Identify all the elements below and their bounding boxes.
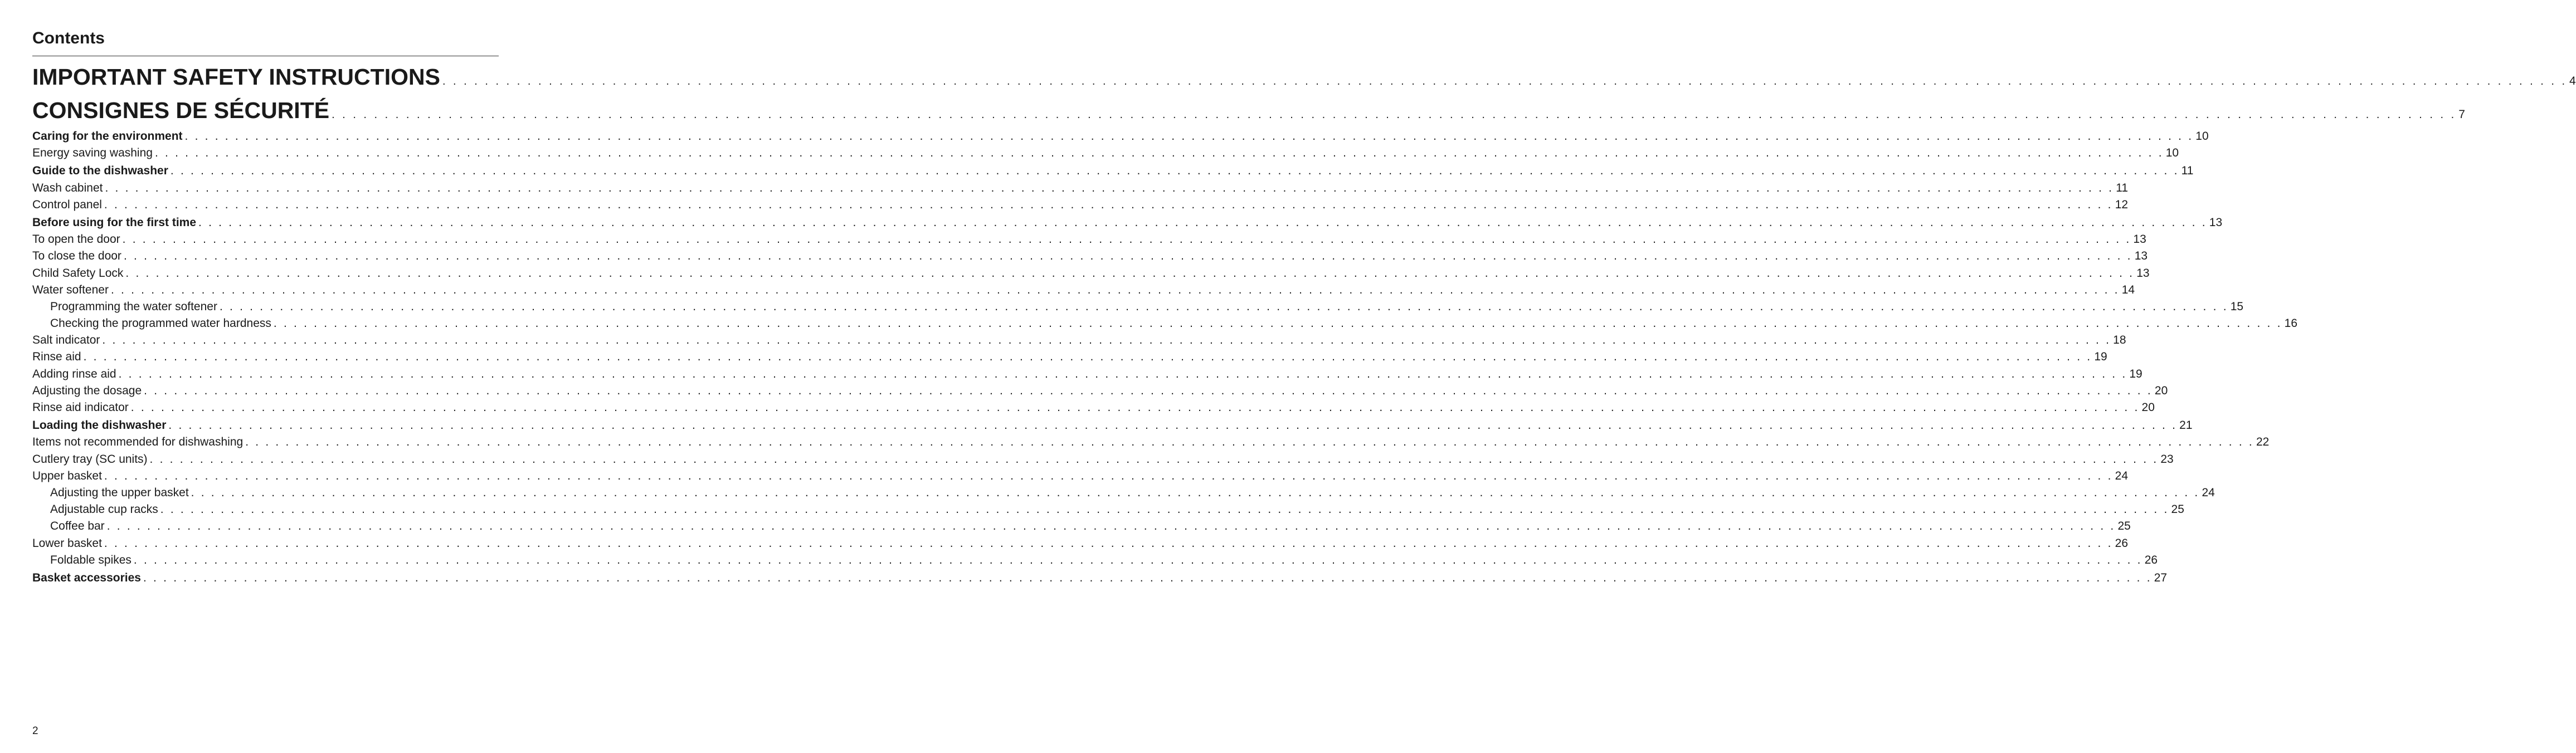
toc-entry-title: Before using for the first time — [32, 216, 197, 229]
toc-entry-title: Wash cabinet — [32, 181, 103, 194]
toc-entry-page: 12 — [2115, 198, 2129, 211]
toc-leader-dots: . . . . . . . . . . . . . . . . . . . . . . . . . . . . . . . . . . . . . . . . . . . . . . . . . . . . . . . . . . . . . . . . . . . . . . . . . . . . . . . . . . . . . . . . . . . . . . . . . . . . . . . . . . . . . . . . . . . . . . . . . . . . . . . . . . . . . . . . . . . . . . . . . . . . . . . . . . . . . . . . . . . . . . . . . . . . . . . . . . . . . . . . . . . . . . . . . . . . . . . . — [184, 130, 2194, 143]
toc-leader-dots: . . . . . . . . . . . . . . . . . . . . . . . . . . . . . . . . . . . . . . . . . . . . . . . . . . . . . . . . . . . . . . . . . . . . . . . . . . . . . . . . . . . . . . . . . . . . . . . . . . . . . . . . . . . . . . . . . . . . . . . . . . . . . . . . . . . . . . . . . . . . . . . . . . . . . . . . . . . . . . . . . . . . . . . . . . . . . . . . . . . . . . . . . . . . . . . . . . . . . . . . — [332, 109, 2457, 121]
toc-entry-title: Cutlery tray (SC units) — [32, 452, 148, 466]
page-number: 2 — [32, 725, 38, 737]
toc-entry-page: 23 — [2160, 452, 2174, 466]
toc-leader-dots: . . . . . . . . . . . . . . . . . . . . . . . . . . . . . . . . . . . . . . . . . . . . . . . . . . . . . . . . . . . . . . . . . . . . . . . . . . . . . . . . . . . . . . . . . . . . . . . . . . . . . . . . . . . . . . . . . . . . . . . . . . . . . . . . . . . . . . . . . . . . . . . . . . . . . . . . . . . . . . . . . . . . . . . . . . . . . . . . . . . . . . . . . . . . . . . . . . . . . . . . — [133, 553, 2142, 566]
toc-leader-dots: . . . . . . . . . . . . . . . . . . . . . . . . . . . . . . . . . . . . . . . . . . . . . . . . . . . . . . . . . . . . . . . . . . . . . . . . . . . . . . . . . . . . . . . . . . . . . . . . . . . . . . . . . . . . . . . . . . . . . . . . . . . . . . . . . . . . . . . . . . . . . . . . . . . . . . . . . . . . . . . . . . . . . . . . . . . . . . . . . . . . . . . . . . . . . . . . . . . . . . . . — [219, 300, 2228, 313]
toc-entry-title: Items not recommended for dishwashing — [32, 436, 244, 449]
page-title: Contents — [32, 29, 105, 47]
toc-entry-title: Control panel — [32, 198, 102, 211]
toc-entry — [32, 349, 2107, 365]
toc-entry — [32, 570, 2168, 586]
toc-entry-page: 13 — [2134, 250, 2148, 263]
toc-leader-dots: . . . . . . . . . . . . . . . . . . . . . . . . . . . . . . . . . . . . . . . . . . . . . . . . . . . . . . . . . . . . . . . . . . . . . . . . . . . . . . . . . . . . . . . . . . . . . . . . . . . . . . . . . . . . . . . . . . . . . . . . . . . . . . . . . . . . . . . . . . . . . . . . . . . . . . . . . . . . . . . . . . . . . . . . . . . . . . . . . . . . . . . . . . . . . . . . . . . . . . . . — [130, 401, 2140, 414]
toc-entry-title: Upper basket — [32, 469, 102, 482]
toc-entry — [32, 197, 2129, 213]
toc-leader-dots: . . . . . . . . . . . . . . . . . . . . . . . . . . . . . . . . . . . . . . . . . . . . . . . . . . . . . . . . . . . . . . . . . . . . . . . . . . . . . . . . . . . . . . . . . . . . . . . . . . . . . . . . . . . . . . . . . . . . . . . . . . . . . . . . . . . . . . . . . . . . . . . . . . . . . . . . . . . . . . . . . . . . . . . . . . . . . . . . . . . . . . . . . . . . . . . . . . . . . . . . — [245, 436, 2254, 449]
toc-entry-page: 26 — [2115, 536, 2129, 550]
toc-entry-page: 25 — [2117, 520, 2131, 533]
toc-entry-page: 11 — [2116, 181, 2129, 194]
toc-entry-title: Water softener — [32, 283, 109, 296]
toc-entry — [32, 468, 2129, 485]
toc-entry-title: Programming the water softener — [50, 300, 217, 313]
toc-leader-dots: . . . . . . . . . . . . . . . . . . . . . . . . . . . . . . . . . . . . . . . . . . . . . . . . . . . . . . . . . . . . . . . . . . . . . . . . . . . . . . . . . . . . . . . . . . . . . . . . . . . . . . . . . . . . . . . . . . . . . . . . . . . . . . . . . . . . . . . . . . . . . . . . . . . . . . . . . . . . . . . . . . . . . . . . . . . . . . . . . . . . . . . . . . . . . . . . . . . . . . . . — [191, 486, 2200, 499]
toc-leader-dots: . . . . . . . . . . . . . . . . . . . . . . . . . . . . . . . . . . . . . . . . . . . . . . . . . . . . . . . . . . . . . . . . . . . . . . . . . . . . . . . . . . . . . . . . . . . . . . . . . . . . . . . . . . . . . . . . . . . . . . . . . . . . . . . . . . . . . . . . . . . . . . . . . . . . . . . . . . . . . . . . . . . . . . . . . . . . . . . . . . . . . . . . . . . . . . . . . . . . . . . . — [168, 419, 2178, 432]
toc-entry-title: Guide to the dishwasher — [32, 164, 168, 178]
toc-entry-page: 20 — [2154, 384, 2168, 397]
toc-leader-dots: . . . . . . . . . . . . . . . . . . . . . . . . . . . . . . . . . . . . . . . . . . . . . . . . . . . . . . . . . . . . . . . . . . . . . . . . . . . . . . . . . . . . . . . . . . . . . . . . . . . . . . . . . . . . . . . . . . . . . . . . . . . . . . . . . . . . . . . . . . . . . . . . . . . . . . . . . . . . . . . . . . . . . . . . . . . . . . . . . . . . . . . . . . . . . . . . . . . . . . . . — [122, 233, 2131, 246]
toc-entry-title: Foldable spikes — [50, 553, 132, 566]
toc-entry — [32, 163, 2194, 179]
toc-entry — [32, 180, 2129, 197]
toc-entry — [32, 535, 2129, 552]
toc-leader-dots: . . . . . . . . . . . . . . . . . . . . . . . . . . . . . . . . . . . . . . . . . . . . . . . . . . . . . . . . . . . . . . . . . . . . . . . . . . . . . . . . . . . . . . . . . . . . . . . . . . . . . . . . . . . . . . . . . . . . . . . . . . . . . . . . . . . . . . . . . . . . . . . . . . . . . . . . . . . . . . . . . . . . . . . . . . . . . . . . . . . . . . . . . . . . . . . . . . . . . . . . — [160, 503, 2169, 516]
toc-entry-title: Energy saving washing — [32, 146, 153, 160]
toc-entry — [32, 315, 2297, 332]
toc-entry-title: Rinse aid indicator — [32, 401, 129, 414]
toc-entry — [32, 265, 2150, 282]
toc-entry — [32, 145, 2179, 162]
toc-entry-title: Adding rinse aid — [32, 367, 116, 380]
toc-leader-dots: . . . . . . . . . . . . . . . . . . . . . . . . . . . . . . . . . . . . . . . . . . . . . . . . . . . . . . . . . . . . . . . . . . . . . . . . . . . . . . . . . . . . . . . . . . . . . . . . . . . . . . . . . . . . . . . . . . . . . . . . . . . . . . . . . . . . . . . . . . . . . . . . . . . . . . . . . . . . . . . . . . . . . . . . . . . . . . . . . . . . . . . . . . . . . . . . . . . . . . . . — [110, 283, 2120, 296]
toc-entry-title: Rinse aid — [32, 350, 81, 364]
toc-leader-dots: . . . . . . . . . . . . . . . . . . . . . . . . . . . . . . . . . . . . . . . . . . . . . . . . . . . . . . . . . . . . . . . . . . . . . . . . . . . . . . . . . . . . . . . . . . . . . . . . . . . . . . . . . . . . . . . . . . . . . . . . . . . . . . . . . . . . . . . . . . . . . . . . . . . . . . . . . . . . . . . . . . . . . . . . . . . . . . . . . . . . . . . . . . . . . . . . . . . . . . . . — [198, 216, 2207, 229]
toc-entry — [32, 299, 2244, 315]
toc-leader-dots: . . . . . . . . . . . . . . . . . . . . . . . . . . . . . . . . . . . . . . . . . . . . . . . . . . . . . . . . . . . . . . . . . . . . . . . . . . . . . . . . . . . . . . . . . . . . . . . . . . . . . . . . . . . . . . . . . . . . . . . . . . . . . . . . . . . . . . . . . . . . . . . . . . . . . . . . . . . . . . . . . . . . . . . . . . . . . . . . . . . . . . . . . . . . . . . . . . . . . . . . — [170, 164, 2179, 178]
toc-entry — [32, 501, 2184, 518]
toc-entry-title: Caring for the environment — [32, 130, 183, 143]
toc-entry-page: 20 — [2141, 401, 2155, 414]
toc-entry-title: To open the door — [32, 233, 120, 246]
toc-entry-title: Checking the programmed water hardness — [50, 317, 271, 330]
toc-entry — [32, 60, 2576, 94]
toc-entry-page: 11 — [2181, 164, 2194, 178]
toc-entry-page: 22 — [2256, 436, 2270, 449]
toc-entry-page: 4 — [2569, 75, 2576, 87]
toc-entry-page: 15 — [2230, 300, 2244, 313]
toc-entry-page: 24 — [2115, 469, 2129, 482]
toc-leader-dots: . . . . . . . . . . . . . . . . . . . . . . . . . . . . . . . . . . . . . . . . . . . . . . . . . . . . . . . . . . . . . . . . . . . . . . . . . . . . . . . . . . . . . . . . . . . . . . . . . . . . . . . . . . . . . . . . . . . . . . . . . . . . . . . . . . . . . . . . . . . . . . . . . . . . . . . . . . . . . . . . . . . . . . . . . . . . . . . . . . . . . . . . . . . . . . . . . . . . . . . . — [154, 146, 2164, 160]
toc-leader-dots: . . . . . . . . . . . . . . . . . . . . . . . . . . . . . . . . . . . . . . . . . . . . . . . . . . . . . . . . . . . . . . . . . . . . . . . . . . . . . . . . . . . . . . . . . . . . . . . . . . . . . . . . . . . . . . . . . . . . . . . . . . . . . . . . . . . . . . . . . . . . . . . . . . . . . . . . . . . . . . . . . . . . . . . . . . . . . . . . . . . . . . . . . . . . . . . . . . . . . . . . — [273, 317, 2282, 330]
toc-entry-title: IMPORTANT SAFETY INSTRUCTIONS — [32, 64, 440, 90]
toc-entry-title: Coffee bar — [50, 520, 105, 533]
toc-entry-page: 10 — [2165, 146, 2179, 160]
toc-entry-page: 21 — [2179, 419, 2193, 432]
toc-entry-page: 7 — [2458, 108, 2465, 121]
toc-entry — [32, 214, 2223, 231]
toc-entry-title: Basket accessories — [32, 571, 141, 584]
toc-entry — [32, 399, 2155, 416]
toc-entry-title: Adjustable cup racks — [50, 503, 158, 516]
toc-entry-page: 18 — [2113, 334, 2126, 347]
toc-entry-title: Loading the dishwasher — [32, 419, 167, 432]
toc-entry-title: CONSIGNES DE SÉCURITÉ — [32, 97, 330, 123]
toc-entry — [32, 485, 2215, 501]
toc-entry-page: 13 — [2136, 266, 2150, 280]
toc-entry — [32, 552, 2158, 569]
toc-leader-dots: . . . . . . . . . . . . . . . . . . . . . . . . . . . . . . . . . . . . . . . . . . . . . . . . . . . . . . . . . . . . . . . . . . . . . . . . . . . . . . . . . . . . . . . . . . . . . . . . . . . . . . . . . . . . . . . . . . . . . . . . . . . . . . . . . . . . . . . . . . . . . . . . . . . . . . . . . . . . . . . . . . . . . . . . . . . . . . . . . . . . . . . . . . . . . . . . . . . . . . . . — [83, 350, 2092, 364]
toc-leader-dots: . . . . . . . . . . . . . . . . . . . . . . . . . . . . . . . . . . . . . . . . . . . . . . . . . . . . . . . . . . . . . . . . . . . . . . . . . . . . . . . . . . . . . . . . . . . . . . . . . . . . . . . . . . . . . . . . . . . . . . . . . . . . . . . . . . . . . . . . . . . . . . . . . . . . . . . . . . . . . . . . . . . . . . . . . . . . . . . . . . . . . . . . . . . . . . . . . . . . . . . . — [106, 520, 2116, 533]
toc-leader-dots: . . . . . . . . . . . . . . . . . . . . . . . . . . . . . . . . . . . . . . . . . . . . . . . . . . . . . . . . . . . . . . . . . . . . . . . . . . . . . . . . . . . . . . . . . . . . . . . . . . . . . . . . . . . . . . . . . . . . . . . . . . . . . . . . . . . . . . . . . . . . . . . . . . . . . . . . . . . . . . . . . . . . . . . . . . . . . . . . . . . . . . . . . . . . . . . . . . . . . . . . — [104, 536, 2113, 550]
toc-entry-title: Adjusting the dosage — [32, 384, 142, 397]
toc-entry-page: 19 — [2094, 350, 2107, 364]
toc-leader-dots: . . . . . . . . . . . . . . . . . . . . . . . . . . . . . . . . . . . . . . . . . . . . . . . . . . . . . . . . . . . . . . . . . . . . . . . . . . . . . . . . . . . . . . . . . . . . . . . . . . . . . . . . . . . . . . . . . . . . . . . . . . . . . . . . . . . . . . . . . . . . . . . . . . . . . . . . . . . . . . . . . . . . . . . . . . . . . . . . . . . . . . . . . . . . . . . . . . . . . . . . — [104, 469, 2113, 482]
toc-entry — [32, 128, 2209, 145]
toc-leader-dots: . . . . . . . . . . . . . . . . . . . . . . . . . . . . . . . . . . . . . . . . . . . . . . . . . . . . . . . . . . . . . . . . . . . . . . . . . . . . . . . . . . . . . . . . . . . . . . . . . . . . . . . . . . . . . . . . . . . . . . . . . . . . . . . . . . . . . . . . . . . . . . . . . . . . . . . . . . . . . . . . . . . . . . . . . . . . . . . . . . . . . . . . . . . . . . . . . . . . . . . . — [125, 266, 2135, 280]
toc-leader-dots: . . . . . . . . . . . . . . . . . . . . . . . . . . . . . . . . . . . . . . . . . . . . . . . . . . . . . . . . . . . . . . . . . . . . . . . . . . . . . . . . . . . . . . . . . . . . . . . . . . . . . . . . . . . . . . . . . . . . . . . . . . . . . . . . . . . . . . . . . . . . . . . . . . . . . . . . . . . . . . . . . . . . . . . . . . . . . . . . . . . . . . . . . . . . . . . . . . . . . . . . — [144, 384, 2153, 397]
table-of-contents — [32, 60, 2576, 586]
toc-entry — [32, 366, 2142, 383]
toc-leader-dots: . . . . . . . . . . . . . . . . . . . . . . . . . . . . . . . . . . . . . . . . . . . . . . . . . . . . . . . . . . . . . . . . . . . . . . . . . . . . . . . . . . . . . . . . . . . . . . . . . . . . . . . . . . . . . . . . . . . . . . . . . . . . . . . . . . . . . . . . . . . . . . . . . . . . . . . . . . . . . . . . . . . . . . . . . . . . . . . . . . . . . . . . . . . . . . . . . . . . . . . . — [104, 198, 2113, 211]
toc-leader-dots: . . . . . . . . . . . . . . . . . . . . . . . . . . . . . . . . . . . . . . . . . . . . . . . . . . . . . . . . . . . . . . . . . . . . . . . . . . . . . . . . . . . . . . . . . . . . . . . . . . . . . . . . . . . . . . . . . . . . . . . . . . . . . . . . . . . . . . . . . . . . . . . . . . . . . . . . . . . . . . . . . . . . . . . . . . . . . . . . . . . . . . . . . . . . . . . . . . . . . . . . — [105, 181, 2114, 194]
toc-entry — [32, 231, 2146, 248]
toc-entry — [32, 282, 2135, 299]
toc-entry-title: Child Safety Lock — [32, 266, 124, 280]
toc-entry-page: 19 — [2129, 367, 2142, 380]
toc-entry-page: 27 — [2154, 571, 2168, 584]
toc-entry-title: To close the door — [32, 250, 121, 263]
toc-entry-page: 14 — [2121, 283, 2135, 296]
toc-entry — [32, 94, 2465, 127]
toc-entry-page: 24 — [2202, 486, 2215, 499]
toc-leader-dots: . . . . . . . . . . . . . . . . . . . . . . . . . . . . . . . . . . . . . . . . . . . . . . . . . . . . . . . . . . . . . . . . . . . . . . . . . . . . . . . . . . . . . . . . . . . . . . . . . . . . . . . . . . . . . . . . . . . . . . . . . . . . . . . . . . . . . . . . . . . . . . . . . . . . . . . . . . . . . . . . . . . . . . . . . . . . . . . . . . . . . . . . . . . . . . . . . . . . . . . . — [442, 75, 2568, 87]
toc-entry-page: 10 — [2195, 130, 2209, 143]
toc-entry — [32, 434, 2270, 451]
toc-entry-page: 25 — [2171, 503, 2184, 516]
toc-entry-title: Lower basket — [32, 536, 102, 550]
toc-entry-page: 13 — [2133, 233, 2146, 246]
toc-entry — [32, 417, 2193, 434]
toc-entry-page: 13 — [2209, 216, 2223, 229]
toc-leader-dots: . . . . . . . . . . . . . . . . . . . . . . . . . . . . . . . . . . . . . . . . . . . . . . . . . . . . . . . . . . . . . . . . . . . . . . . . . . . . . . . . . . . . . . . . . . . . . . . . . . . . . . . . . . . . . . . . . . . . . . . . . . . . . . . . . . . . . . . . . . . . . . . . . . . . . . . . . . . . . . . . . . . . . . . . . . . . . . . . . . . . . . . . . . . . . . . . . . . . . . . . — [118, 367, 2127, 380]
toc-entry-page: 26 — [2144, 553, 2158, 566]
toc-leader-dots: . . . . . . . . . . . . . . . . . . . . . . . . . . . . . . . . . . . . . . . . . . . . . . . . . . . . . . . . . . . . . . . . . . . . . . . . . . . . . . . . . . . . . . . . . . . . . . . . . . . . . . . . . . . . . . . . . . . . . . . . . . . . . . . . . . . . . . . . . . . . . . . . . . . . . . . . . . . . . . . . . . . . . . . . . . . . . . . . . . . . . . . . . . . . . . . . . . . . . . . . — [102, 334, 2111, 347]
toc-entry — [32, 383, 2168, 399]
toc-entry — [32, 332, 2126, 349]
toc-entry — [32, 518, 2131, 535]
toc-leader-dots: . . . . . . . . . . . . . . . . . . . . . . . . . . . . . . . . . . . . . . . . . . . . . . . . . . . . . . . . . . . . . . . . . . . . . . . . . . . . . . . . . . . . . . . . . . . . . . . . . . . . . . . . . . . . . . . . . . . . . . . . . . . . . . . . . . . . . . . . . . . . . . . . . . . . . . . . . . . . . . . . . . . . . . . . . . . . . . . . . . . . . . . . . . . . . . . . . . . . . . . . — [123, 250, 2132, 263]
toc-entry — [32, 451, 2174, 468]
toc-entry-page: 16 — [2284, 317, 2297, 330]
toc-leader-dots: . . . . . . . . . . . . . . . . . . . . . . . . . . . . . . . . . . . . . . . . . . . . . . . . . . . . . . . . . . . . . . . . . . . . . . . . . . . . . . . . . . . . . . . . . . . . . . . . . . . . . . . . . . . . . . . . . . . . . . . . . . . . . . . . . . . . . . . . . . . . . . . . . . . . . . . . . . . . . . . . . . . . . . . . . . . . . . . . . . . . . . . . . . . . . . . . . . . . . . . . — [149, 452, 2159, 466]
toc-entry-title: Salt indicator — [32, 334, 100, 347]
toc-entry — [32, 248, 2148, 265]
toc-entry-title: Adjusting the upper basket — [50, 486, 189, 499]
toc-leader-dots: . . . . . . . . . . . . . . . . . . . . . . . . . . . . . . . . . . . . . . . . . . . . . . . . . . . . . . . . . . . . . . . . . . . . . . . . . . . . . . . . . . . . . . . . . . . . . . . . . . . . . . . . . . . . . . . . . . . . . . . . . . . . . . . . . . . . . . . . . . . . . . . . . . . . . . . . . . . . . . . . . . . . . . . . . . . . . . . . . . . . . . . . . . . . . . . . . . . . . . . . — [143, 571, 2152, 584]
